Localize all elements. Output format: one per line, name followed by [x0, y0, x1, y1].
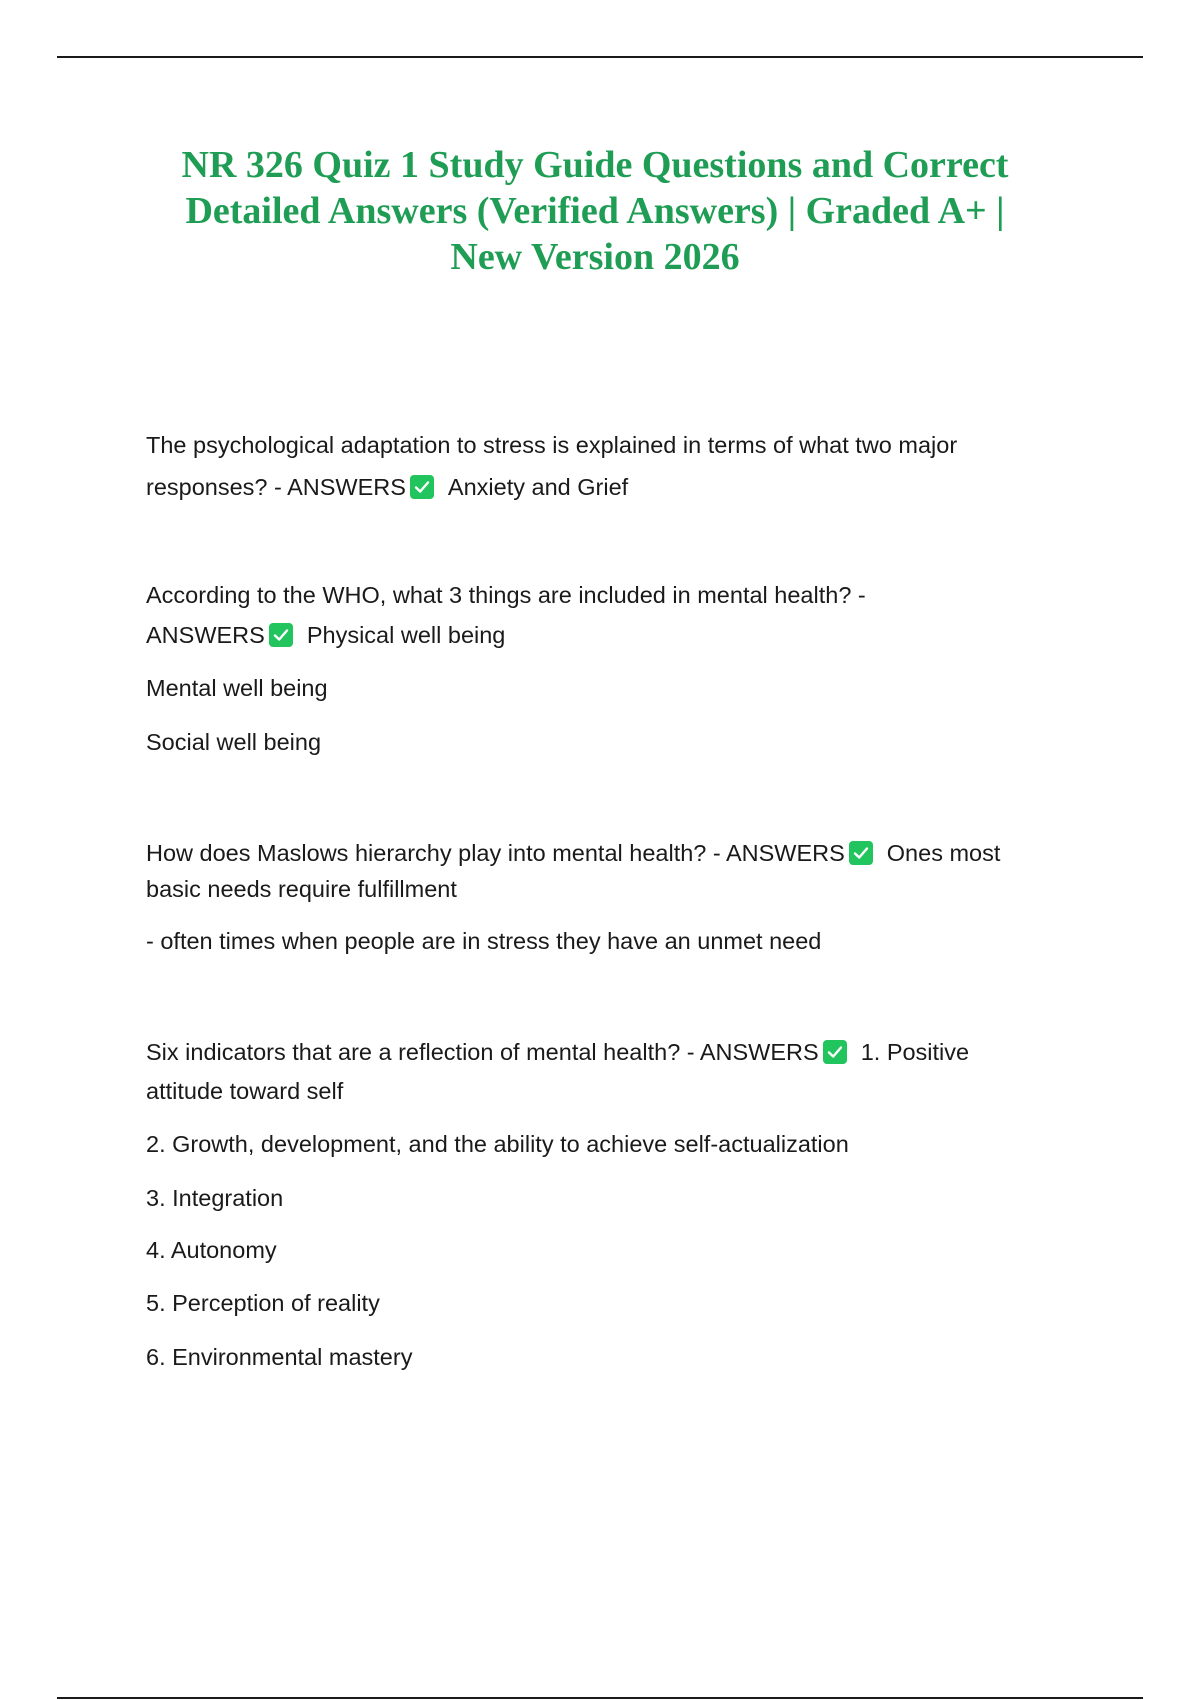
- question-line: [146, 472, 628, 502]
- question-text: Six indicators that are a reflection of mental health? -: [146, 1039, 700, 1065]
- answer-text: Anxiety and Grief: [447, 474, 629, 500]
- answer-text: 1. Positive: [860, 1039, 970, 1065]
- bottom-rule: [57, 1697, 1143, 1699]
- answer-line: - often times when people are in stress they have an unmet need: [146, 928, 822, 954]
- question-text: How does Maslows hierarchy play into mental health? -: [146, 840, 726, 866]
- answer-line: basic needs require fulfillment: [146, 876, 457, 902]
- answer-line: 6. Environmental mastery: [146, 1344, 413, 1370]
- answer-line: Mental well being: [146, 675, 328, 701]
- title-line: New Version 2026: [450, 236, 740, 278]
- title-line: NR 326 Quiz 1 Study Guide Questions and Correct: [181, 144, 1009, 186]
- answers-marker: ANSWERS: [146, 622, 265, 648]
- answers-marker: ANSWERS: [699, 1039, 819, 1065]
- question-line: [146, 1037, 969, 1067]
- title-line: Detailed Answers (Verified Answers) | Graded A+ |: [185, 190, 1005, 232]
- question-line: [146, 838, 1000, 868]
- answers-marker: ANSWERS: [287, 474, 406, 500]
- answer-line: 4. Autonomy: [146, 1237, 277, 1263]
- checkmark-icon: [823, 1040, 847, 1064]
- answer-text: Ones most: [886, 840, 1001, 866]
- answer-line: 2. Growth, development, and the ability to achieve self-actualization: [146, 1131, 849, 1157]
- answer-line: 5. Perception of reality: [146, 1290, 380, 1316]
- answer-line: Social well being: [146, 729, 322, 755]
- answer-line: attitude toward self: [146, 1078, 344, 1104]
- checkmark-icon: [410, 475, 434, 499]
- checkmark-icon: [269, 623, 293, 647]
- question-text: According to the WHO, what 3 things are included in mental health? -: [146, 582, 866, 608]
- answers-marker: ANSWERS: [725, 840, 845, 866]
- answer-text: Physical well being: [306, 622, 506, 648]
- checkmark-icon: [849, 841, 873, 865]
- question-line: [146, 620, 505, 650]
- answer-line: 3. Integration: [146, 1185, 284, 1211]
- question-text: responses? -: [146, 474, 288, 500]
- question-text: The psychological adaptation to stress is explained in terms of what two major: [146, 432, 958, 458]
- top-rule: [57, 56, 1143, 58]
- document-title: [100, 142, 1090, 280]
